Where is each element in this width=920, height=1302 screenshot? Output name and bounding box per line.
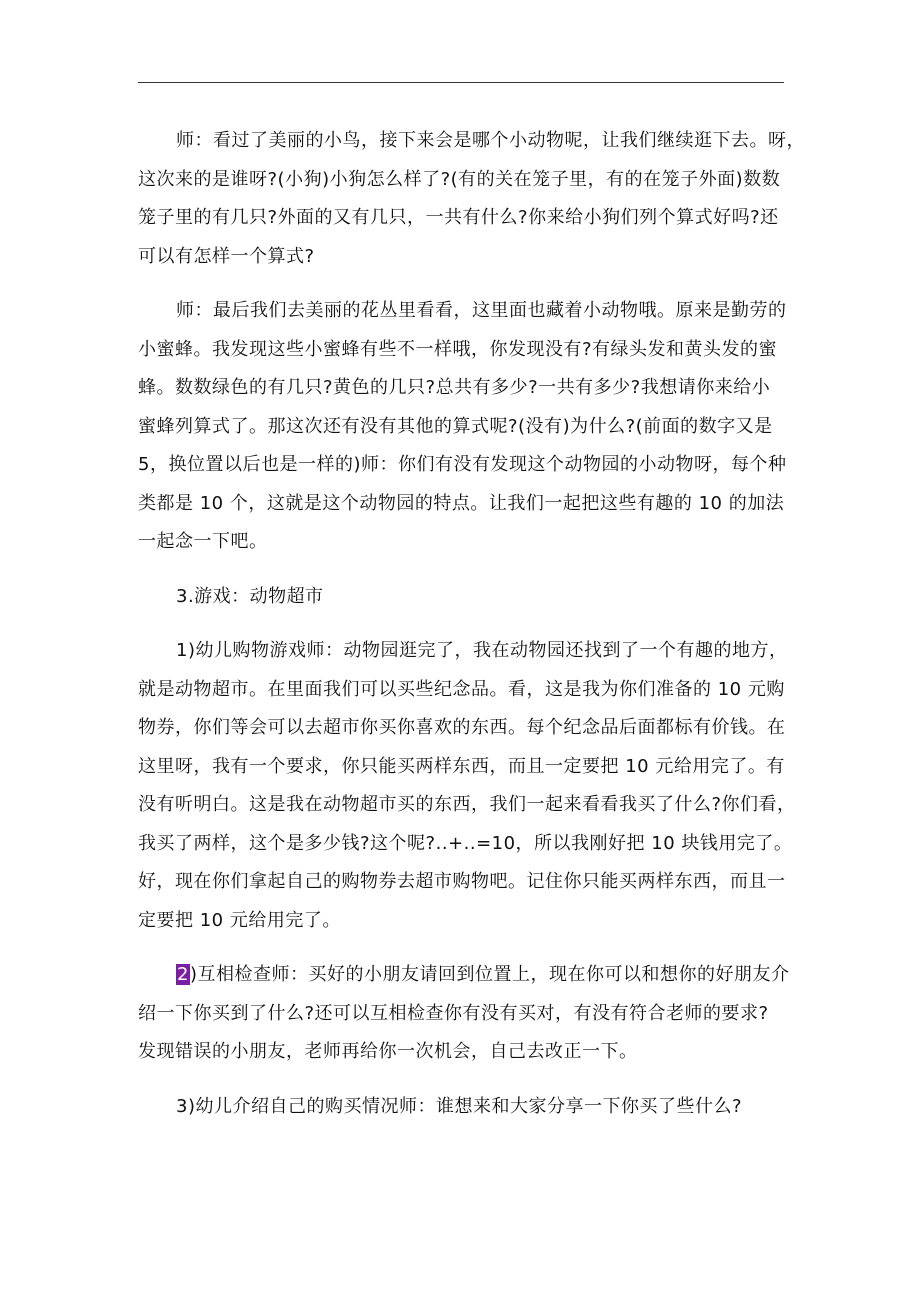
paragraph-shopping-game bbox=[138, 632, 796, 940]
paragraph-bee bbox=[138, 292, 788, 562]
document-body bbox=[138, 122, 805, 1142]
text-line: 这里呀，我有一个要求，你只能买两样东西，而且一定要把 10 元给用完了。有 bbox=[138, 755, 785, 777]
text-line: 1)幼儿购物游戏师：动物园逛完了，我在动物园还找到了一个有趣的地方， bbox=[176, 640, 788, 661]
text-line-rest: )互相检查师：买好的小朋友请回到位置上，现在你可以和想你的好朋友介 bbox=[189, 964, 790, 985]
text-line: 绍一下你买到了什么?还可以互相检查你有没有买对，有没有符合老师的要求? bbox=[138, 1002, 769, 1024]
text-line: 笼子里的有几只?外面的又有几只，一共有什么?你来给小狗们列个算式好吗?还 bbox=[138, 207, 779, 228]
text-line: 发现错误的小朋友，老师再给你一次机会，自己去改正一下。 bbox=[138, 1041, 638, 1062]
text-line: 3.游戏：动物超市 bbox=[176, 585, 324, 607]
text-line: 3)幼儿介绍自己的购买情况师：谁想来和大家分享一下你买了些什么? bbox=[176, 1095, 743, 1117]
section-heading-game bbox=[138, 578, 788, 617]
text-line: 师：最后我们去美丽的花丛里看看，这里面也藏着小动物哦。原来是勤劳的 bbox=[176, 300, 787, 321]
text-line: 没有听明白。这是我在动物超市买的东西，我们一起来看看我买了什么?你们看， bbox=[138, 794, 796, 815]
text-line: 这次来的是谁呀?(小狗)小狗怎么样了?(有的关在笼子里，有的在笼子外面)数数 bbox=[138, 168, 781, 190]
text-line: 好，现在你们拿起自己的购物券去超市购物吧。记住你只能买两样东西，而且一 bbox=[138, 871, 786, 892]
text-line: 蜜蜂列算式了。那这次还有没有其他的算式呢?(没有)为什么?(前面的数字又是 bbox=[138, 415, 773, 437]
text-line: 我买了两样，这个是多少钱?这个呢?..+..=10，所以我刚好把 10 块钱用完了。 bbox=[138, 832, 793, 854]
text-line: 一起念一下吧。 bbox=[138, 531, 268, 552]
text-line: 就是动物超市。在里面我们可以买些纪念品。看，这是我为你们准备的 10 元购 bbox=[138, 678, 785, 700]
header-rule bbox=[138, 82, 784, 83]
text-line: 可以有怎样一个算式? bbox=[138, 245, 315, 267]
highlighted-number: 2 bbox=[177, 964, 189, 985]
text-line: 5，换位置以后也是一样的)师：你们有没有发现这个动物园的小动物呀，每个种 bbox=[138, 454, 787, 475]
text-line bbox=[138, 956, 788, 995]
text-line: 蜂。数数绿色的有几只?黄色的几只?总共有多少?一共有多少?我想请你来给小 bbox=[138, 377, 771, 398]
text-line: 类都是 10 个，这就是这个动物园的特点。让我们一起把这些有趣的 10 的加法 bbox=[138, 492, 785, 514]
paragraph-dog bbox=[138, 122, 805, 276]
text-line: 小蜜蜂。我发现这些小蜜蜂有些不一样哦，你发现没有?有绿头发和黄头发的蜜 bbox=[138, 338, 778, 360]
text-line: 定要把 10 元给用完了。 bbox=[138, 909, 341, 931]
text-line: 物券，你们等会可以去超市你买你喜欢的东西。每个纪念品后面都标有价钱。在 bbox=[138, 717, 786, 738]
paragraph-introduce-purchase bbox=[138, 1088, 788, 1127]
text-line: 师：看过了美丽的小鸟，接下来会是哪个小动物呢，让我们继续逛下去。呀， bbox=[176, 130, 805, 151]
paragraph-mutual-check bbox=[138, 956, 788, 1072]
